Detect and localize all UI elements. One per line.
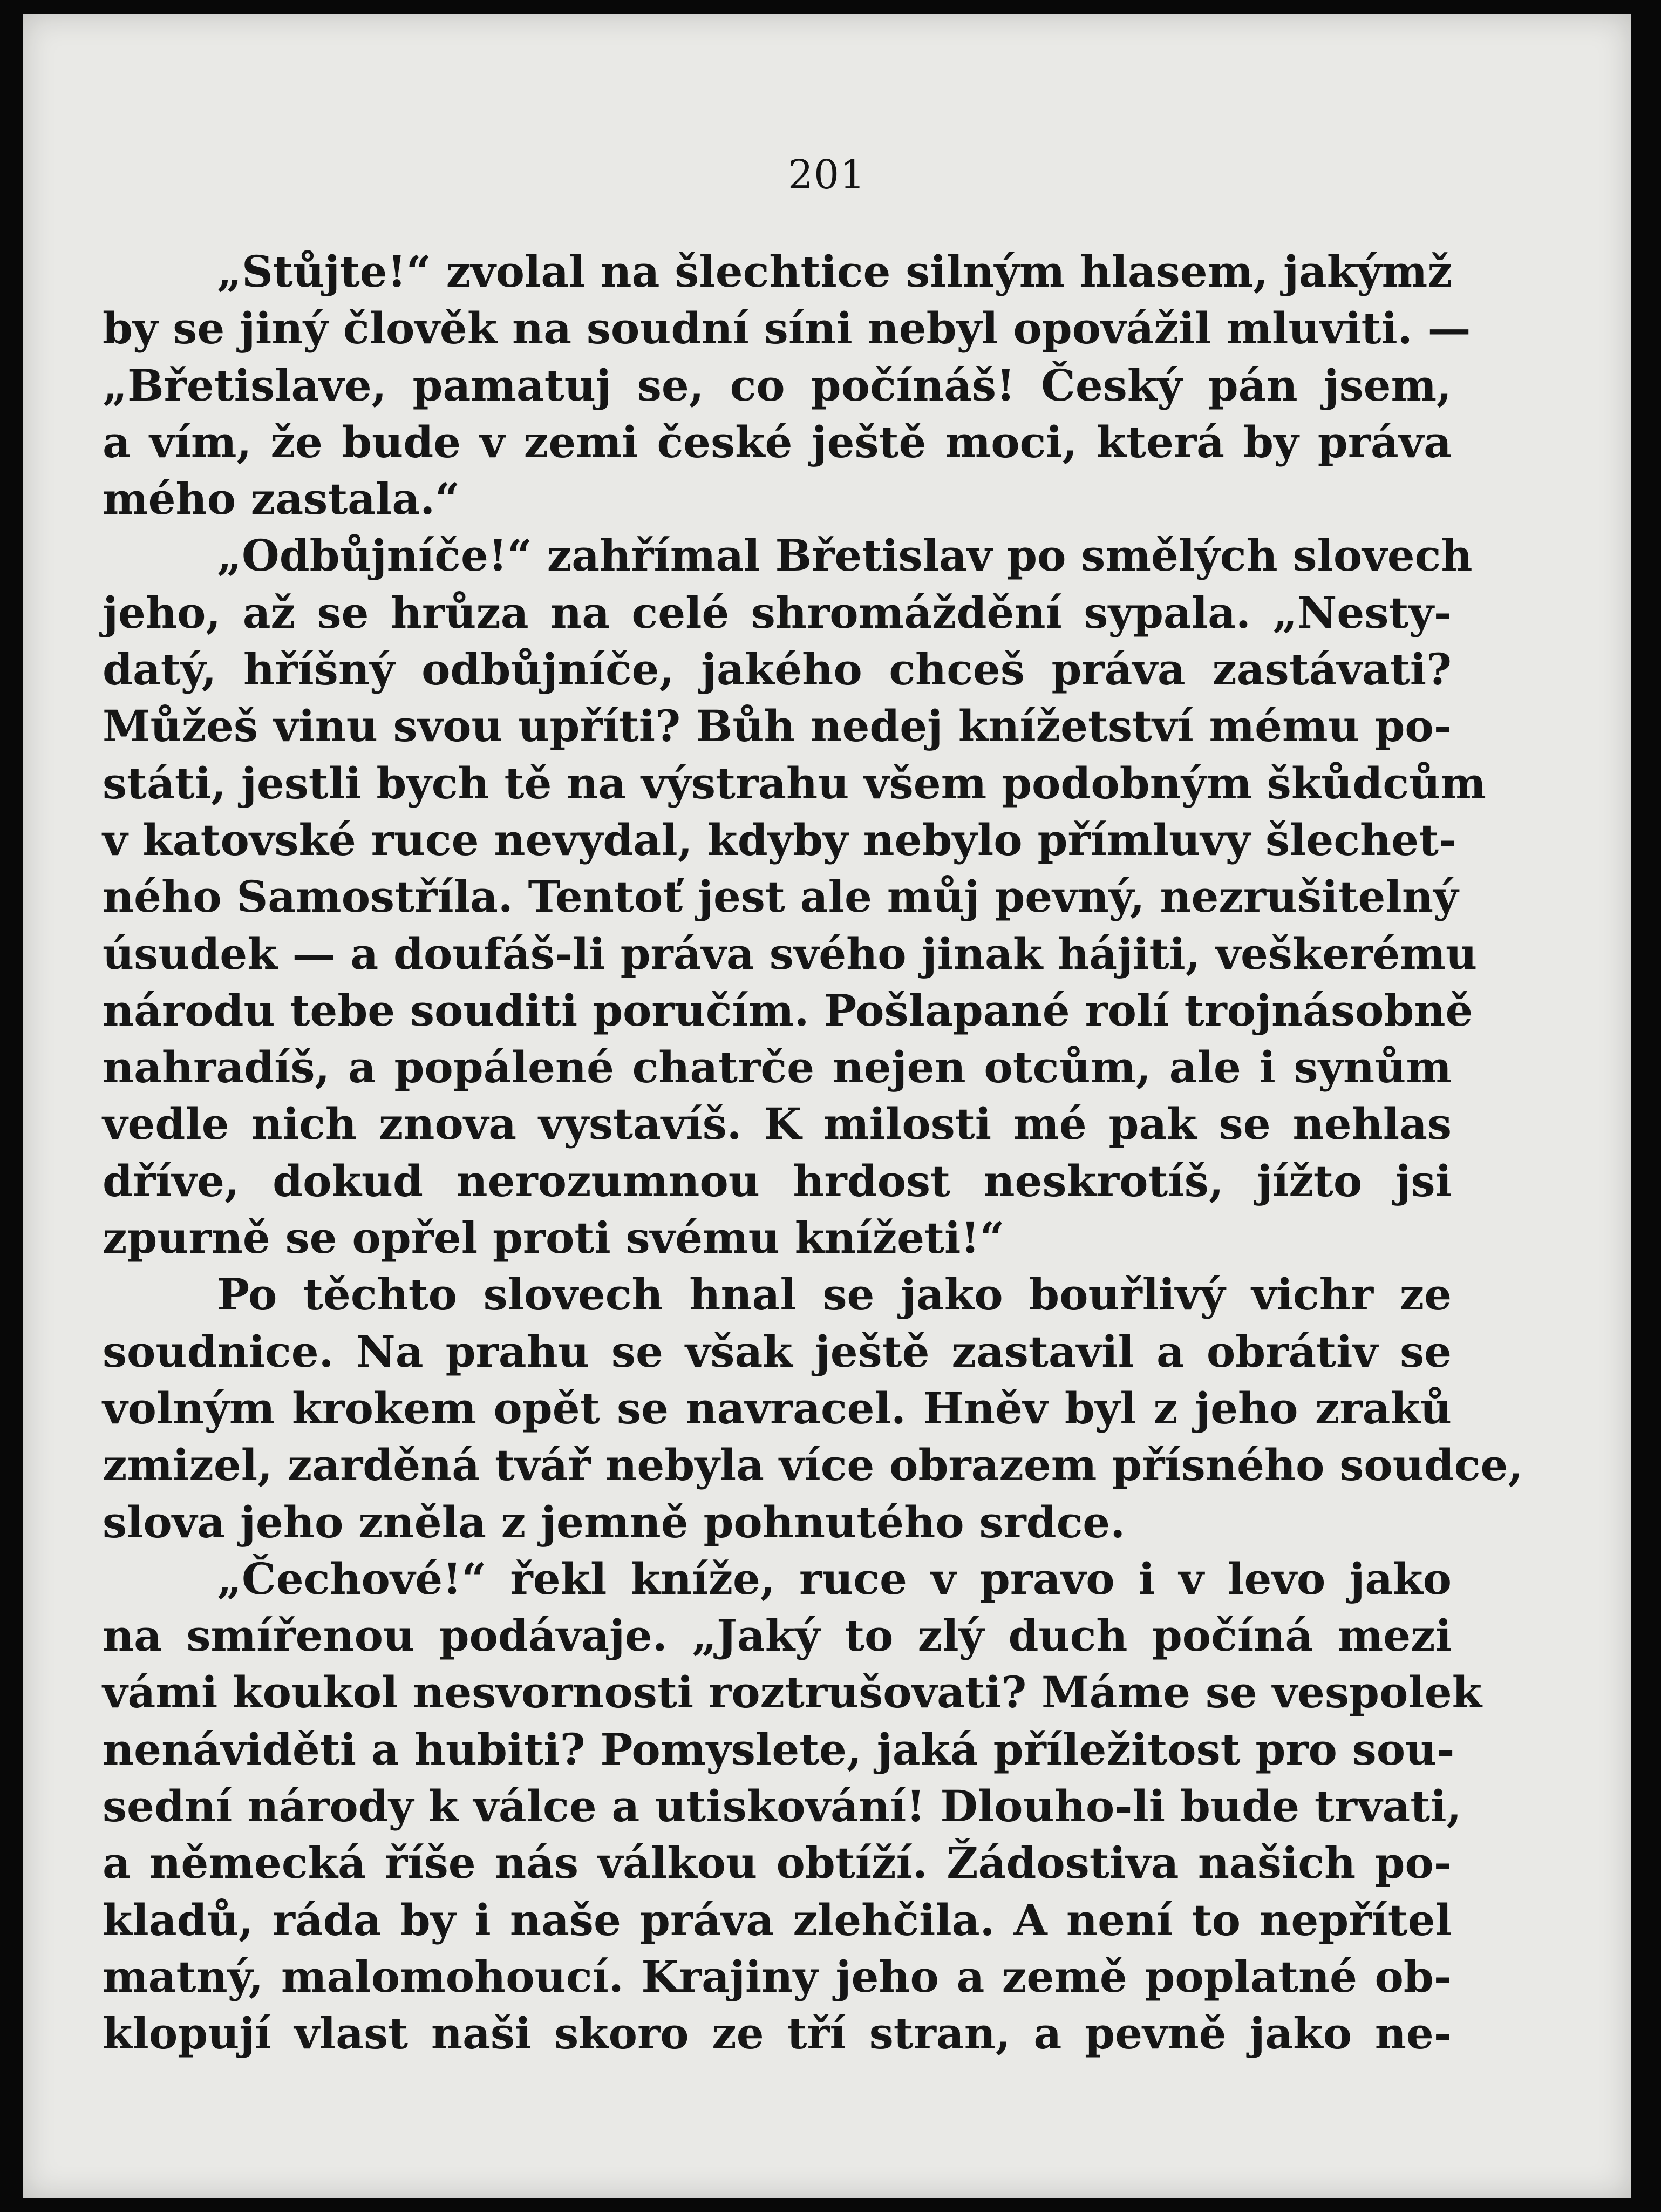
text-line: nahradíš, a popálené chatrče nejen otcům, ale i synům <box>103 1042 1452 1093</box>
text-line: úsudek — a doufáš-li práva svého jinak hájiti, veškerému <box>103 928 1478 979</box>
text-line: vámi koukol nesvornosti roztrušovati? Máme se vespolek <box>103 1667 1482 1718</box>
text-line: státi, jestli bych tě na výstrahu všem podobným škůdcům <box>103 757 1486 809</box>
text-line: zpurně se opřel proti svému knížeti!“ <box>103 1212 1005 1264</box>
text-line: národu tebe souditi poručím. Pošlapané rolí trojnásobně <box>103 985 1473 1036</box>
text-line: „Odbůjníče!“ zahřímal Břetislav po smělých slovech <box>217 530 1473 581</box>
text-line: matný, malomohoucí. Krajiny jeho a země poplatné ob- <box>103 1951 1452 2002</box>
text-line: dříve, dokud nerozumnou hrdost neskrotíš, jížto jsi <box>103 1155 1452 1206</box>
text-line: v katovské ruce nevydal, kdyby nebylo přímluvy šlechet- <box>103 814 1457 865</box>
text-line: „Stůjte!“ zvolal na šlechtice silným hlasem, jakýmž <box>217 246 1452 297</box>
text-line: zmizel, zarděná tvář nebyla více obrazem přísného soudce, <box>103 1440 1523 1491</box>
page-number: 201 <box>787 152 866 198</box>
text-line: vedle nich znova vystavíš. K milosti mé pak se nehlas <box>103 1098 1452 1150</box>
text-line: na smířenou podávaje. „Jaký to zlý duch počíná mezi <box>103 1610 1452 1661</box>
body-text <box>103 243 1523 2062</box>
text-line: nenáviděti a hubiti? Pomyslete, jaká příležitost pro sou- <box>103 1724 1455 1775</box>
text-line: a německá říše nás válkou obtíží. Žádostiva našich po- <box>103 1837 1452 1889</box>
text-line: volným krokem opět se navracel. Hněv byl z jeho zraků <box>103 1382 1452 1434</box>
book-page <box>23 14 1631 2198</box>
text-line: by se jiný člověk na soudní síni nebyl opovážil mluviti. — <box>103 303 1471 354</box>
text-line: a vím, že bude v zemi české ještě moci, která by práva <box>103 416 1452 467</box>
text-line: slova jeho zněla z jemně pohnutého srdce. <box>103 1496 1126 1548</box>
text-line: Po těchto slovech hnal se jako bouřlivý vichr ze <box>217 1269 1452 1320</box>
text-line: „Čechové!“ řekl kníže, ruce v pravo i v levo jako <box>217 1553 1452 1604</box>
text-line: ného Samostříla. Tentoť jest ale můj pevný, nezrušitelný <box>103 871 1459 922</box>
text-line: jeho, až se hrůza na celé shromáždění sypala. „Nesty- <box>103 587 1452 638</box>
text-line: sední národy k válce a utiskování! Dlouho-li bude trvati, <box>103 1781 1462 1832</box>
text-line: mého zastala.“ <box>103 473 460 525</box>
text-line: kladů, ráda by i naše práva zlehčila. A není to nepřítel <box>103 1894 1452 1945</box>
text-line: Můžeš vinu svou upříti? Bůh nedej knížetství mému po- <box>103 701 1452 752</box>
text-line: soudnice. Na prahu se však ještě zastavil a obrátiv se <box>103 1326 1452 1377</box>
text-line: „Břetislave, pamatuj se, co počínáš! Český pán jsem, <box>103 359 1452 411</box>
text-line: datý, hříšný odbůjníče, jakého chceš práva zastávati? <box>103 644 1452 695</box>
text-line: klopují vlast naši skoro ze tří stran, a pevně jako ne- <box>103 2008 1452 2059</box>
